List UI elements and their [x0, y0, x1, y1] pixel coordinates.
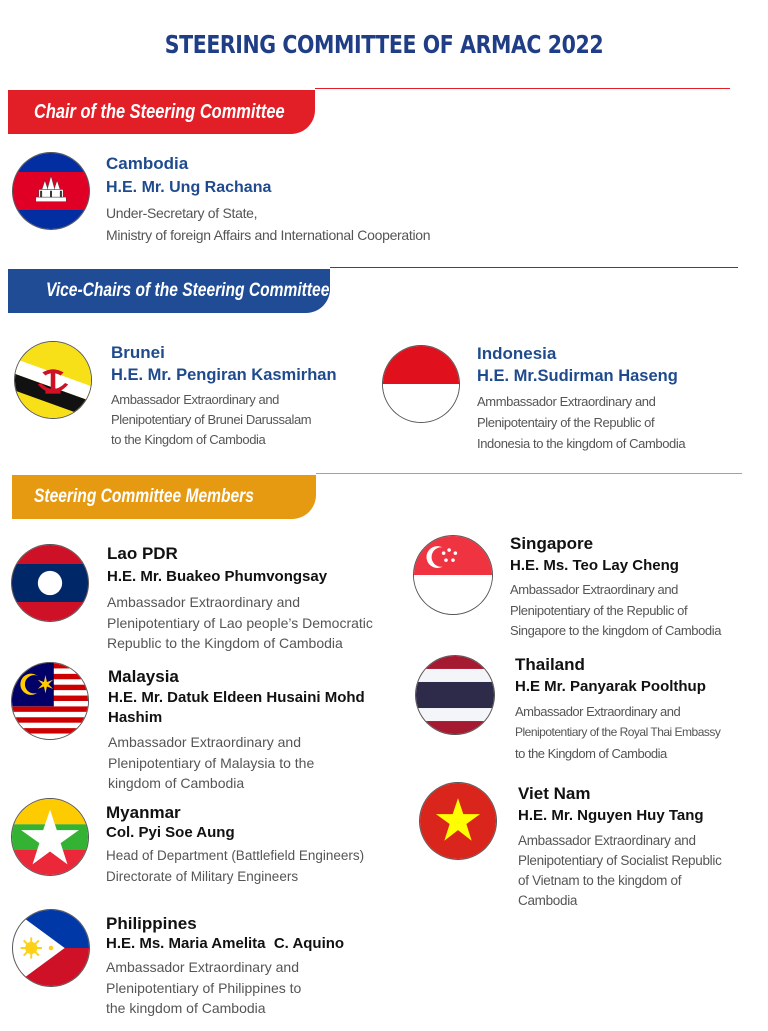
myanmar-desc-line: Directorate of Military Engineers [106, 868, 299, 884]
members-section-rule [316, 473, 742, 474]
chair-section-label: Chair of the Steering Committee [34, 101, 285, 123]
thailand-name: H.E Mr. Panyarak Poolthup [515, 678, 706, 695]
myanmar-entry [106, 803, 406, 887]
vice-section-tab [8, 269, 330, 313]
singapore-desc-line: Singapore to the kingdom of Cambodia [510, 623, 722, 638]
thailand-entry [515, 655, 765, 764]
indonesia-desc-line: Ammbassador Extraordinary and [477, 394, 656, 409]
philippines-desc [106, 957, 406, 1019]
laos-desc-line: Ambassador Extraordinary and [107, 594, 300, 610]
laos-flag-icon [12, 545, 88, 621]
brunei-name: H.E. Mr. Pengiran Kasmirhan [111, 366, 337, 384]
vietnam-country: Viet Nam [518, 784, 591, 803]
vietnam-desc [518, 831, 763, 911]
brunei-entry [111, 343, 381, 450]
chair-section-rule [315, 88, 730, 89]
vice-section-label: Vice-Chairs of the Steering Committee [46, 280, 330, 301]
myanmar-desc [106, 846, 406, 887]
thailand-desc-line: Ambassador Extraordinary and [515, 704, 681, 719]
members-section-tab [12, 475, 316, 519]
singapore-name: H.E. Ms. Teo Lay Cheng [510, 557, 679, 574]
brunei-country: Brunei [111, 343, 165, 362]
philippines-entry [106, 914, 406, 1019]
chair-desc-line: Ministry of foreign Affairs and International Cooperation [106, 227, 431, 243]
thailand-country: Thailand [515, 655, 585, 674]
myanmar-name: Col. Pyi Soe Aung [106, 824, 235, 841]
malaysia-flag-icon [12, 663, 88, 739]
brunei-desc-line: to the Kingdom of Cambodia [111, 432, 266, 447]
chair-desc-line: Under-Secretary of State, [106, 205, 258, 221]
vietnam-desc-line: of Vietnam to the kingdom of [518, 873, 682, 888]
chair-desc [106, 202, 506, 246]
malaysia-name-line: Hashim [108, 709, 163, 726]
vietnam-desc-line: Cambodia [518, 893, 578, 908]
myanmar-desc-line: Head of Department (Battlefield Engineers) [106, 848, 365, 863]
philippines-desc-line: Plenipotentiary of Philippines to [106, 979, 302, 996]
singapore-desc [510, 580, 768, 642]
vietnam-desc-line: Plenipotentiary of Socialist Republic [518, 853, 722, 868]
thailand-desc-line: Plenipotentiary of the Royal Thai Embassy [515, 725, 721, 739]
thailand-flag-icon [416, 656, 494, 734]
indonesia-desc-line: Indonesia to the kingdom of Cambodia [477, 436, 686, 451]
brunei-desc-line: Ambassador Extraordinary and [111, 392, 280, 407]
brunei-flag-icon [15, 342, 91, 418]
laos-desc [107, 592, 417, 654]
malaysia-country: Malaysia [108, 667, 179, 686]
laos-desc-line: Plenipotentiary of Lao people’s Democratic [107, 614, 373, 631]
philippines-name: H.E. Ms. Maria Amelita C. Aquino [106, 935, 345, 952]
brunei-desc [111, 390, 381, 450]
chair-name: H.E. Mr. Ung Rachana [106, 179, 272, 196]
vietnam-name: H.E. Mr. Nguyen Huy Tang [518, 807, 704, 824]
cambodia-flag-icon [13, 153, 89, 229]
page-title: STEERING COMMITTEE OF ARMAC 2022 [164, 30, 604, 59]
indonesia-desc-line: Plenipotentairy of the Republic of [477, 415, 655, 430]
indonesia-name: H.E. Mr.Sudirman Haseng [477, 367, 678, 385]
malaysia-name [108, 688, 408, 728]
members-section-label: Steering Committee Members [34, 486, 254, 507]
singapore-desc-line: Plenipotentiary of the Republic of [510, 602, 688, 618]
malaysia-desc-line: Ambassador Extraordinary and [108, 734, 301, 750]
brunei-desc-line: Plenipotentiary of Brunei Darussalam [111, 412, 312, 427]
myanmar-flag-icon [12, 799, 88, 875]
laos-entry [107, 544, 417, 654]
laos-name: H.E. Mr. Buakeo Phumvongsay [107, 568, 328, 585]
indonesia-country: Indonesia [477, 344, 557, 363]
singapore-entry [510, 534, 768, 642]
chair-entry [106, 154, 506, 246]
chair-section-tab [8, 90, 315, 134]
vietnam-flag-icon [420, 783, 496, 859]
vietnam-desc-line: Ambassador Extraordinary and [518, 833, 696, 848]
laos-country: Lao PDR [107, 544, 178, 563]
philippines-desc-line: the kingdom of Cambodia [106, 1000, 266, 1016]
malaysia-desc [108, 732, 408, 794]
vietnam-entry [518, 784, 763, 911]
thailand-desc-line: to the Kingdom of Cambodia [515, 746, 667, 761]
thailand-desc [515, 701, 765, 764]
indonesia-desc [477, 391, 757, 454]
philippines-country: Philippines [106, 914, 197, 933]
indonesia-entry [477, 344, 757, 454]
vice-section-rule [330, 267, 738, 268]
philippines-desc-line: Ambassador Extraordinary and [106, 959, 299, 975]
philippines-flag-icon [13, 910, 89, 986]
malaysia-entry [108, 667, 408, 794]
singapore-country: Singapore [510, 534, 594, 553]
chair-country: Cambodia [106, 154, 189, 173]
indonesia-flag-icon [383, 346, 459, 422]
malaysia-desc-line: Plenipotentiary of Malaysia to the [108, 754, 315, 771]
malaysia-desc-line: kingdom of Cambodia [108, 775, 245, 791]
laos-desc-line: Republic to the Kingdom of Cambodia [107, 635, 343, 651]
singapore-flag-icon [414, 536, 492, 614]
malaysia-name-line: H.E. Mr. Datuk Eldeen Husaini Mohd [108, 689, 365, 706]
singapore-desc-line: Ambassador Extraordinary and [510, 582, 679, 597]
myanmar-country: Myanmar [106, 803, 181, 822]
